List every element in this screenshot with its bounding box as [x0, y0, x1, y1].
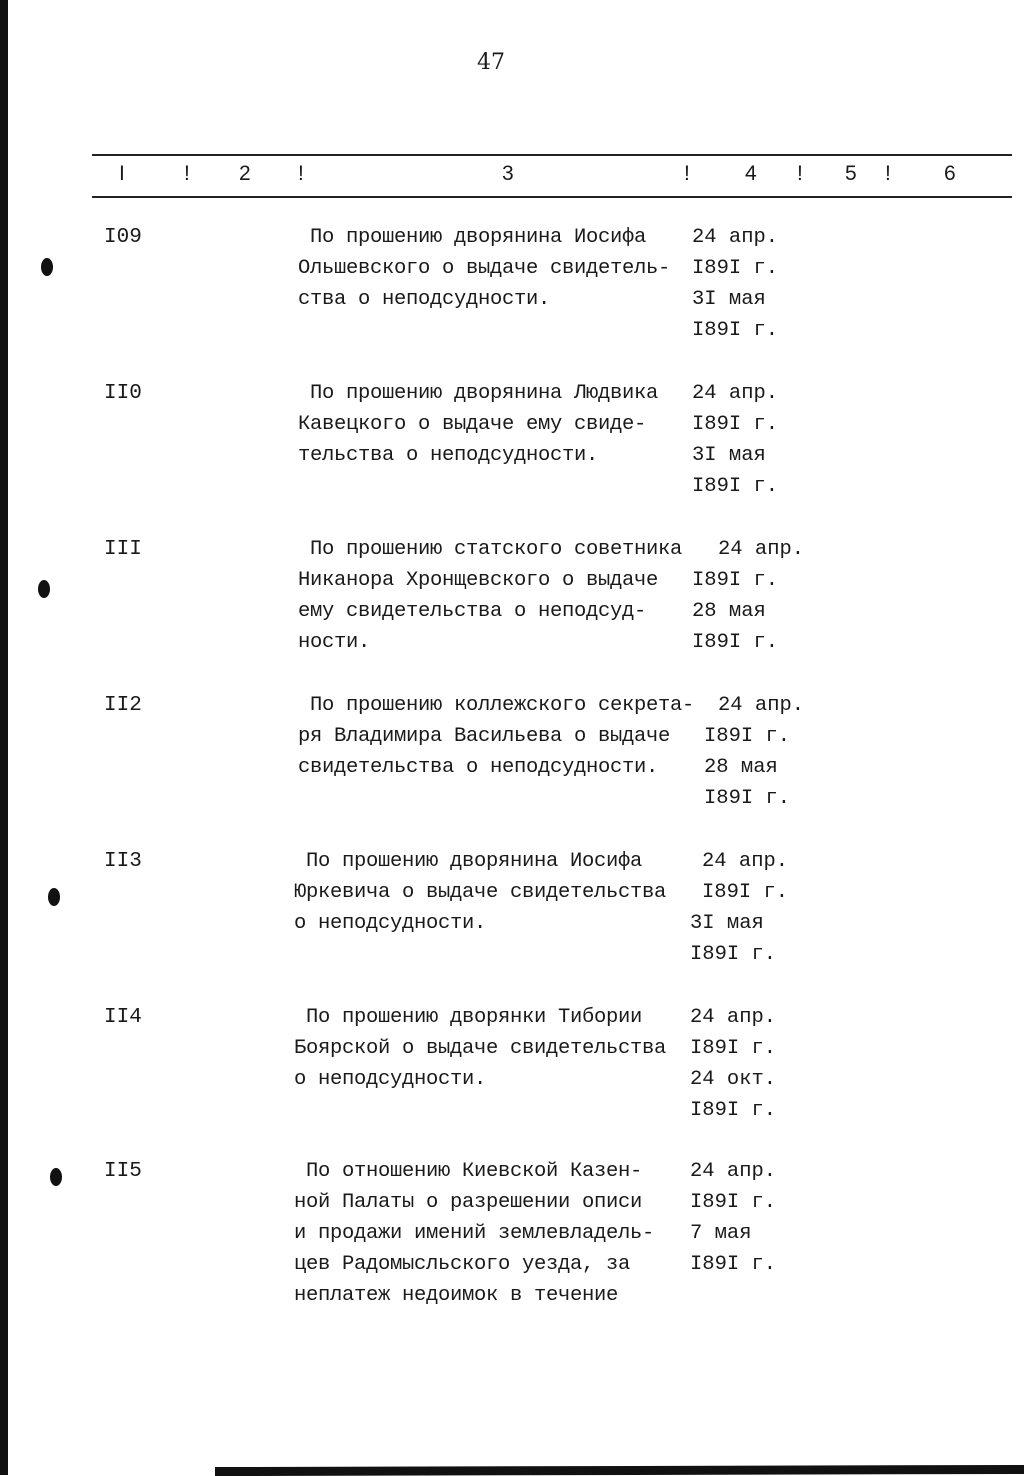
entry-start-year: I89I г. [692, 569, 779, 592]
entry-text-line: неплатеж недоимок в течение [294, 1284, 619, 1307]
entry-number: II5 [104, 1160, 142, 1183]
entry-start-year: I89I г. [692, 413, 779, 436]
entry-start-date: 24 апр. [690, 1006, 777, 1029]
entry-text-line: Никанора Хронщевского о выдаче [298, 569, 659, 592]
entry-start-year: I89I г. [704, 725, 791, 748]
entry-text-line: Ольшевского о выдаче свидетель- [298, 257, 671, 280]
hole-punch-mark [50, 1168, 62, 1186]
entry-start-date: 24 апр. [692, 226, 779, 249]
column-separator: ! [184, 162, 190, 185]
entry-end-date: 28 мая [704, 756, 778, 779]
entry-text-line: ности. [298, 631, 371, 654]
entry-text-line: По прошению коллежского секрета- [310, 694, 695, 717]
entry-text-line: Юркевича о выдаче свидетельства [294, 881, 667, 904]
column-header-6: 6 [944, 162, 956, 185]
entry-start-date: 24 апр. [702, 850, 789, 873]
entry-number: II2 [104, 694, 142, 717]
hole-punch-mark [41, 258, 53, 276]
entry-start-date: 24 апр. [718, 538, 805, 561]
column-header-4: 4 [745, 162, 757, 185]
column-separator: ! [684, 162, 690, 185]
entry-start-date: 24 апр. [692, 382, 779, 405]
entry-number: II3 [104, 850, 142, 873]
entry-end-year: I89I г. [690, 1099, 777, 1122]
entry-text-line: По прошению дворянина Людвика [310, 382, 659, 405]
entry-text-line: тельства о неподсудности. [298, 444, 599, 467]
entry-start-year: I89I г. [692, 257, 779, 280]
entry-text-line: о неподсудности. [294, 1068, 487, 1091]
column-header-3: 3 [502, 162, 514, 185]
header-bottom-rule [92, 196, 1012, 198]
hole-punch-mark [48, 888, 60, 906]
entry-end-date: 3I мая [692, 444, 766, 467]
scan-left-edge [0, 0, 8, 1475]
entry-text-line: о неподсудности. [294, 912, 487, 935]
page-number: 47 [477, 50, 505, 75]
entry-text-line: По прошению дворянина Иосифа [306, 850, 643, 873]
entry-end-date: 24 окт. [690, 1068, 777, 1091]
entry-start-date: 24 апр. [718, 694, 805, 717]
entry-text-line: ему свидетельства о неподсуд- [298, 600, 647, 623]
entry-text-line: По прошению статского советника [310, 538, 683, 561]
entry-number: II0 [104, 382, 142, 405]
entry-start-year: I89I г. [690, 1037, 777, 1060]
entry-end-date: 7 мая [690, 1222, 752, 1245]
entry-start-date: 24 апр. [690, 1160, 777, 1183]
entry-text-line: Боярской о выдаче свидетельства [294, 1037, 667, 1060]
entry-text-line: По прошению дворянки Тибории [306, 1006, 643, 1029]
entry-start-year: I89I г. [690, 1191, 777, 1214]
column-header-2: 2 [239, 162, 251, 185]
entry-end-date: 28 мая [692, 600, 766, 623]
column-header-1: I [119, 162, 125, 185]
entry-start-year: I89I г. [702, 881, 789, 904]
column-separator: ! [885, 162, 891, 185]
entry-text-line: и продажи имений землевладель- [294, 1222, 655, 1245]
entry-text-line: Кавецкого о выдаче ему свиде- [298, 413, 647, 436]
entry-number: II4 [104, 1006, 142, 1029]
entry-text-line: ной Палаты о разрешении описи [294, 1191, 643, 1214]
entry-end-year: I89I г. [692, 475, 779, 498]
entry-text-line: свидетельства о неподсудности. [298, 756, 659, 779]
entry-end-year: I89I г. [692, 319, 779, 342]
column-header-5: 5 [845, 162, 857, 185]
entry-number: III [104, 538, 142, 561]
column-separator: ! [298, 162, 304, 185]
entry-text-line: цев Радомысльского уезда, за [294, 1253, 631, 1276]
entry-end-year: I89I г. [690, 1253, 777, 1276]
entry-text-line: По прошению дворянина Иосифа [310, 226, 647, 249]
entry-text-line: По отношению Киевской Казен- [306, 1160, 643, 1183]
header-top-rule [92, 154, 1012, 156]
entry-number: I09 [104, 226, 142, 249]
scan-bottom-edge [215, 1465, 1024, 1476]
hole-punch-mark [38, 580, 50, 598]
column-separator: ! [797, 162, 803, 185]
entry-end-date: 3I мая [692, 288, 766, 311]
entry-end-date: 3I мая [690, 912, 764, 935]
entry-end-year: I89I г. [692, 631, 779, 654]
entry-end-year: I89I г. [690, 943, 777, 966]
entry-text-line: ства о неподсудности. [298, 288, 551, 311]
entry-end-year: I89I г. [704, 787, 791, 810]
entry-text-line: ря Владимира Васильева о выдаче [298, 725, 671, 748]
